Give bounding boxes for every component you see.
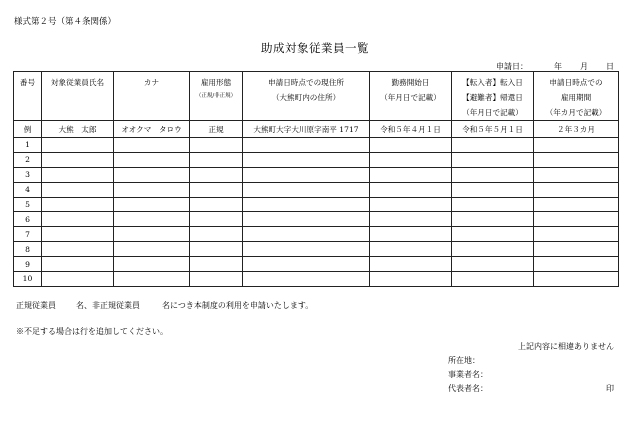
table-cell[interactable]: [42, 257, 114, 272]
row-number: 4: [14, 182, 42, 197]
table-cell[interactable]: [42, 227, 114, 242]
row-number: 3: [14, 167, 42, 182]
table-cell[interactable]: [534, 197, 619, 212]
add-row-note: ※不足する場合は行を追加してください。: [16, 327, 168, 336]
table-cell[interactable]: [370, 167, 452, 182]
table-cell[interactable]: [190, 257, 243, 272]
confirmation-text: 上記内容に相違ありません: [518, 342, 614, 351]
table-row: [14, 272, 619, 287]
row-number: 9: [14, 257, 42, 272]
table-cell[interactable]: [114, 272, 190, 287]
row-number: 7: [14, 227, 42, 242]
table-cell[interactable]: [452, 212, 534, 227]
representative-label: 代表者名：: [448, 384, 488, 393]
table-cell[interactable]: [190, 182, 243, 197]
table-cell[interactable]: [452, 138, 534, 153]
table-cell[interactable]: [114, 212, 190, 227]
table-cell[interactable]: [452, 227, 534, 242]
regular-count-blank[interactable]: [56, 300, 76, 311]
table-cell[interactable]: [452, 272, 534, 287]
table-cell[interactable]: [452, 197, 534, 212]
table-cell[interactable]: [534, 242, 619, 257]
summary-regular: 正規従業員: [16, 301, 56, 310]
table-cell[interactable]: [42, 242, 114, 257]
row-number: 1: [14, 138, 42, 153]
address-label: 所在地：: [448, 356, 480, 365]
table-row: [14, 167, 619, 182]
table-row: [14, 138, 619, 153]
table-cell[interactable]: [534, 152, 619, 167]
apply-date-day: 日: [606, 62, 614, 71]
table-cell[interactable]: [243, 257, 370, 272]
table-cell[interactable]: [42, 272, 114, 287]
header-start-date: 勤務開始日 （年月日で記載）: [370, 72, 452, 121]
table-cell[interactable]: [370, 227, 452, 242]
table-cell[interactable]: [534, 182, 619, 197]
table-cell[interactable]: [243, 138, 370, 153]
table-cell[interactable]: [114, 167, 190, 182]
table-cell[interactable]: [243, 227, 370, 242]
table-cell[interactable]: [42, 197, 114, 212]
apply-date-year: 年: [554, 62, 562, 71]
table-cell[interactable]: [190, 138, 243, 153]
example-employment-period: ２年３カ月: [534, 121, 619, 138]
example-move-in-date: 令和５年５月１日: [452, 121, 534, 138]
table-cell[interactable]: [534, 227, 619, 242]
row-number: 5: [14, 197, 42, 212]
row-number: 8: [14, 242, 42, 257]
table-cell[interactable]: [370, 257, 452, 272]
table-cell[interactable]: [452, 167, 534, 182]
company-label: 事業者名：: [448, 370, 488, 379]
table-cell[interactable]: [370, 197, 452, 212]
table-cell[interactable]: [42, 152, 114, 167]
page-title: 助成対象従業員一覧: [261, 41, 369, 55]
table-cell[interactable]: [370, 182, 452, 197]
nonregular-count-blank[interactable]: [140, 300, 162, 311]
table-cell[interactable]: [370, 152, 452, 167]
example-address: 大熊町大字大川原字南平 1717: [243, 121, 370, 138]
table-row: [14, 257, 619, 272]
table-cell[interactable]: [452, 152, 534, 167]
header-employment-period: 申請日時点での 雇用期間 （年カ月で記載）: [534, 72, 619, 121]
form-number: 様式第２号（第４条関係）: [14, 17, 117, 27]
table-cell[interactable]: [114, 227, 190, 242]
apply-date-month: 月: [580, 62, 588, 71]
example-name: 大熊 太郎: [42, 121, 114, 138]
table-row: [14, 197, 619, 212]
example-row: [14, 121, 619, 138]
table-cell[interactable]: [190, 272, 243, 287]
table-cell[interactable]: [42, 167, 114, 182]
table-cell[interactable]: [534, 167, 619, 182]
table-cell[interactable]: [114, 197, 190, 212]
example-kana: オオクマ タロウ: [114, 121, 190, 138]
table-cell[interactable]: [42, 182, 114, 197]
header-number: 番号: [14, 72, 42, 121]
table-cell[interactable]: [370, 212, 452, 227]
row-number: 10: [14, 272, 42, 287]
summary-request: 名につき本制度の利用を申請いたします。: [162, 301, 314, 310]
table-cell[interactable]: [243, 167, 370, 182]
table-cell[interactable]: [190, 197, 243, 212]
apply-date-label: 申請日：: [496, 62, 528, 71]
table-cell[interactable]: [42, 212, 114, 227]
table-cell[interactable]: [452, 257, 534, 272]
table-cell[interactable]: [114, 182, 190, 197]
table-row: [14, 182, 619, 197]
table-row: [14, 242, 619, 257]
table-cell[interactable]: [190, 242, 243, 257]
table-cell[interactable]: [42, 138, 114, 153]
table-row: [14, 212, 619, 227]
table-cell[interactable]: [243, 242, 370, 257]
table-cell[interactable]: [243, 212, 370, 227]
table-cell[interactable]: [114, 138, 190, 153]
table-cell[interactable]: [370, 242, 452, 257]
header-move-in-date: 【転入者】転入日 【避難者】帰還日 （年月日で記載）: [452, 72, 534, 121]
example-employment-type: 正規: [190, 121, 243, 138]
table-cell[interactable]: [243, 272, 370, 287]
employee-table: [13, 71, 619, 287]
seal-mark: 印: [606, 384, 614, 393]
table-header-row: [14, 72, 619, 121]
header-employment-type: 雇用形態 （正規/非正規）: [190, 72, 243, 121]
table-cell[interactable]: [370, 138, 452, 153]
row-number: 2: [14, 152, 42, 167]
table-cell[interactable]: [534, 212, 619, 227]
table-cell[interactable]: [452, 182, 534, 197]
table-cell[interactable]: [370, 272, 452, 287]
table-cell[interactable]: [534, 257, 619, 272]
table-cell[interactable]: [190, 152, 243, 167]
table-cell[interactable]: [243, 182, 370, 197]
table-cell[interactable]: [534, 272, 619, 287]
table-cell[interactable]: [452, 242, 534, 257]
table-cell[interactable]: [190, 227, 243, 242]
table-cell[interactable]: [243, 197, 370, 212]
header-kana: カナ: [114, 72, 190, 121]
table-cell[interactable]: [114, 257, 190, 272]
example-number: 例: [14, 121, 42, 138]
table-cell[interactable]: [114, 152, 190, 167]
table-row: [14, 152, 619, 167]
table-cell[interactable]: [190, 212, 243, 227]
header-name: 対象従業員氏名: [42, 72, 114, 121]
header-address: 申請日時点での現住所 （大熊町内の住所）: [243, 72, 370, 121]
example-start-date: 令和５年４月１日: [370, 121, 452, 138]
row-number: 6: [14, 212, 42, 227]
summary-line: [16, 300, 313, 311]
summary-nonregular: 名、非正規従業員: [76, 301, 140, 310]
table-cell[interactable]: [534, 138, 619, 153]
table-cell[interactable]: [190, 167, 243, 182]
table-row: [14, 227, 619, 242]
table-cell[interactable]: [243, 152, 370, 167]
table-cell[interactable]: [114, 242, 190, 257]
